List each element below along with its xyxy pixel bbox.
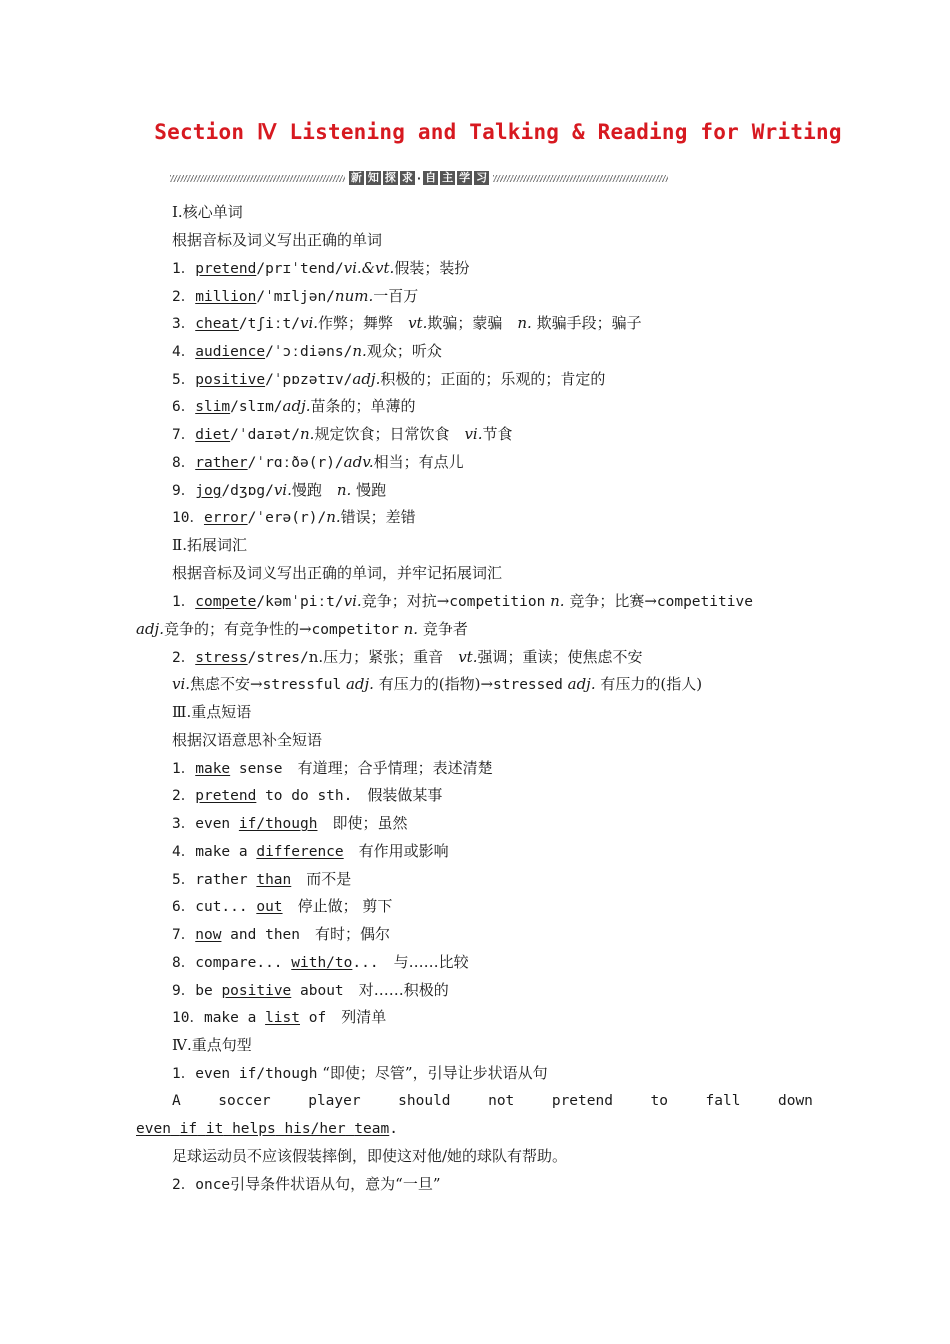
vocab-answer: audience: [195, 344, 266, 360]
badge-char: 主: [442, 171, 454, 184]
badge-dot: ·: [416, 171, 422, 185]
phrase-item: 6．cut... out 停止做； 剪下: [172, 897, 393, 915]
example-word: should: [398, 1093, 451, 1109]
example-word: not: [488, 1093, 515, 1109]
vocab-answer: million: [195, 289, 257, 305]
page-title: Section Ⅳ Listening and Talking & Reading for Writing: [154, 120, 842, 144]
phrase-answer: with/to: [291, 955, 353, 971]
phrase-answer: than: [256, 872, 292, 888]
section-heading: Ⅳ.重点句型: [172, 1036, 252, 1054]
ext-answer: compete: [195, 594, 257, 610]
ext-item: 1．compete/kəmˈpiːt/vi.竞争；对抗→competition n. 竞争；比赛→competitive: [172, 592, 753, 610]
vocab-answer: positive: [195, 372, 266, 388]
phrase-item: 3．even if/though 即使；虽然: [172, 814, 408, 832]
example-word: fall: [705, 1093, 741, 1109]
phrase-item: 5．rather than 而不是: [172, 870, 352, 888]
example-answer: it: [205, 1121, 224, 1137]
section-instruction: 根据音标及词义写出正确的单词: [172, 231, 383, 249]
example-answer: his/her: [284, 1121, 346, 1137]
example-answer: helps: [232, 1121, 276, 1137]
example-translation: 足球运动员不应该假装摔倒，即使这对他/她的球队有帮助。: [172, 1147, 568, 1165]
phrase-answer: now: [195, 927, 222, 943]
phrase-item: 1．make sense 有道理；合乎情理；表述清楚: [172, 759, 493, 777]
banner-badge: [348, 171, 490, 185]
badge-char: 新: [350, 171, 362, 184]
phrase-item: 7．now and then 有时；偶尔: [172, 925, 391, 943]
vocab-item: 7．diet/ˈdaɪət/n.规定饮食；日常饮食 vi.节食: [172, 425, 513, 443]
phrase-item: 9．be positive about 对……积极的: [172, 981, 449, 999]
vocab-item: 10．error/ˈerə(r)/n.错误；差错: [172, 508, 416, 526]
vocab-answer: jog: [195, 483, 222, 499]
ext-item-continued: adj.竞争的；有竞争性的→competitor n. 竞争者: [136, 620, 468, 638]
badge-char: 求: [401, 171, 413, 184]
pattern-item: 1．even if/though “即使；尽管”，引导让步状语从句: [172, 1064, 548, 1082]
vocab-answer: pretend: [195, 261, 257, 277]
example-word: pretend: [551, 1093, 613, 1109]
example-answer: team: [354, 1121, 390, 1137]
ext-item: 2．stress/stres/n.压力；紧张；重音 vt.强调；重读；使焦虑不安: [172, 648, 643, 666]
vocab-answer: cheat: [195, 316, 239, 332]
example-word: to: [650, 1093, 668, 1109]
vocab-item: 4．audience/ˈɔːdiəns/n.观众；听众: [172, 342, 442, 360]
section-instruction: 根据音标及词义写出正确的单词，并牢记拓展词汇: [172, 564, 503, 582]
vocab-answer: diet: [195, 427, 231, 443]
phrase-item: 2．pretend to do sth. 假装做某事: [172, 786, 443, 804]
vocab-item: 1．pretend/prɪˈtend/vi.&vt.假装；装扮: [172, 259, 470, 277]
badge-char: 学: [459, 171, 471, 184]
example-answer: if: [179, 1121, 198, 1137]
badge-char: 自: [425, 171, 437, 184]
vocab-answer: rather: [195, 455, 248, 471]
phrase-item: 10．make a list of 列清单: [172, 1008, 387, 1026]
phrase-item: 4．make a difference 有作用或影响: [172, 842, 449, 860]
banner-hatch-left: [170, 175, 345, 182]
vocab-item: 5．positive/ˈpɒzətɪv/adj.积极的；正面的；乐观的；肯定的: [172, 370, 606, 388]
section-heading: Ⅱ.拓展词汇: [172, 536, 247, 554]
vocab-item: 8．rather/ˈrɑːðə(r)/adv.相当；有点儿: [172, 453, 464, 471]
phrase-answer: out: [256, 899, 283, 915]
vocab-item: 2．million/ˈmɪljən/num.一百万: [172, 287, 419, 305]
vocab-answer: error: [203, 510, 248, 526]
example-word: down: [777, 1093, 813, 1109]
ext-item-continued: vi.焦虑不安→stressful adj. 有压力的(指物)→stressed adj. 有压力的(指人): [172, 675, 703, 693]
example-word: A: [172, 1093, 181, 1109]
vocab-answer: slim: [195, 399, 231, 415]
section-heading: Ⅲ.重点短语: [172, 703, 252, 721]
badge-char: 探: [384, 171, 396, 184]
section-heading: Ⅰ.核心单词: [172, 203, 243, 221]
banner-hatch-right: [493, 175, 668, 182]
example-word: player: [308, 1093, 361, 1109]
example-sentence-continued: even if it helps his/her team.: [136, 1121, 398, 1137]
phrase-answer: difference: [256, 844, 344, 860]
section-instruction: 根据汉语意思补全短语: [172, 731, 323, 749]
vocab-item: 6．slim/slɪm/adj.苗条的；单薄的: [172, 397, 416, 415]
badge-char: 习: [476, 171, 488, 184]
phrase-answer: pretend: [195, 788, 257, 804]
example-sentence: [172, 1091, 813, 1111]
vocab-item: 3．cheat/tʃiːt/vi.作弊；舞弊 vt.欺骗；蒙骗 n. 欺骗手段；骗子: [172, 314, 642, 332]
phrase-item: 8．compare... with/to... 与……比较: [172, 953, 469, 971]
phrase-answer: list: [265, 1010, 300, 1026]
ext-answer: stress: [195, 650, 248, 666]
section-banner: [170, 170, 668, 186]
example-answer: even: [136, 1121, 171, 1137]
example-word: soccer: [218, 1093, 271, 1109]
badge-char: 知: [367, 171, 379, 184]
vocab-item: 9．jog/dʒɒg/vi.慢跑 n. 慢跑: [172, 481, 387, 499]
phrase-answer: make: [195, 761, 231, 777]
phrase-answer: positive: [221, 983, 292, 999]
pattern-item: 2．once引导条件状语从句，意为“一旦”: [172, 1175, 441, 1193]
phrase-answer: if/though: [238, 816, 318, 832]
